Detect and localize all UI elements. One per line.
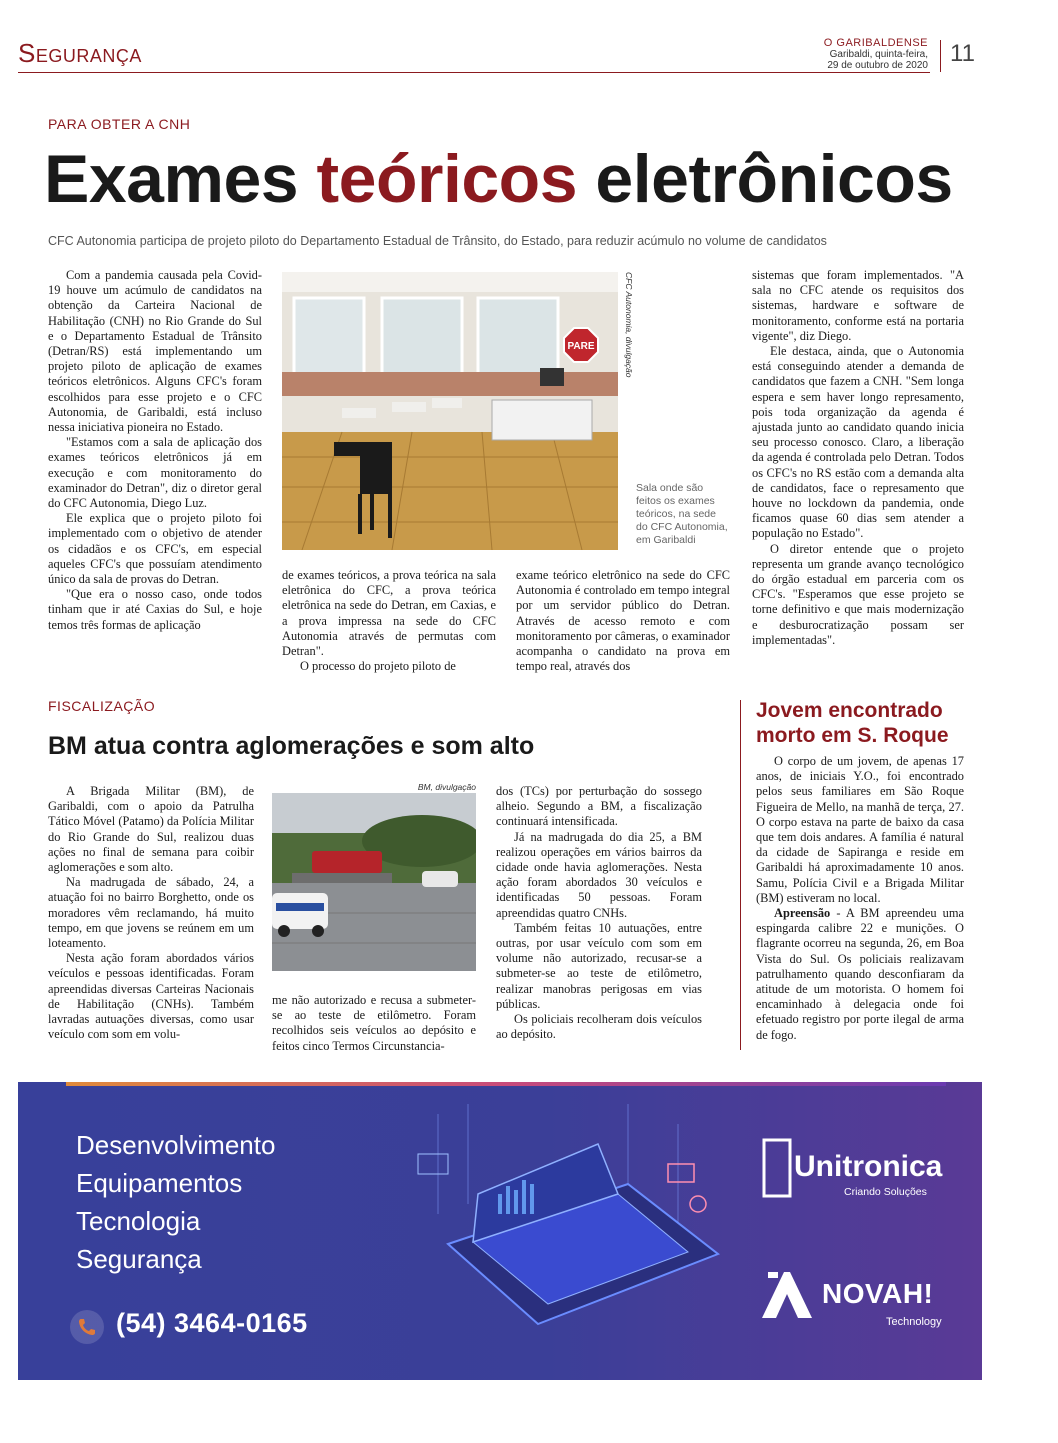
paragraph: O diretor entende que o projeto representa um grande avanço tecnológico do órgão estadual em parceria com os CFC's. "Esperamos que esse projeto se torne definitivo e que mais modernização e desburocratização possam ser implementadas". bbox=[752, 541, 964, 647]
headline-part-3: eletrônicos bbox=[577, 141, 953, 217]
article1-photo-credit bbox=[622, 272, 634, 392]
article1-headline bbox=[44, 138, 953, 220]
headline-accent: teóricos bbox=[316, 141, 578, 217]
paragraph: Na madrugada de sábado, 24, a atuação foi no bairro Borghetto, onde os moradores vêm reclamando, há muito tempo, em que jovens se reúnem em um loteamento. bbox=[48, 875, 254, 951]
date-line-1: Garibaldi, quinta-feira, bbox=[829, 49, 928, 60]
article2-kicker: FISCALIZAÇÃO bbox=[48, 698, 156, 714]
paragraph: O processo do projeto piloto de bbox=[300, 659, 456, 674]
novah-brand: NOVAH! bbox=[822, 1278, 934, 1309]
article1-kicker: PARA OBTER A CNH bbox=[48, 116, 191, 132]
ad-services-list bbox=[76, 1126, 275, 1278]
article1-photo bbox=[282, 272, 618, 550]
paragraph-lead: Apreensão bbox=[774, 906, 831, 921]
article2-column-2 bbox=[272, 993, 476, 1054]
novah-tagline: Technology bbox=[886, 1316, 942, 1328]
paragraph-body: - A BM apreendeu uma espingarda calibre 22 e munições. O flagrante ocorreu na segunda, 26, em Boa Vista do Sul. Os policiais realizavam patrulhamento quando desconfiaram da atitude de um motorista. O homem foi encaminhado à delegacia onde foi efetuado registro por porte ilegal de arma de fogo. bbox=[756, 906, 964, 1042]
paragraph: A Brigada Militar (BM), de Garibaldi, com o apoio da Patrulha Tático Móvel (Patamo) da Polícia Militar do Rio Grande do Sul, realizou duas ações no final de semana para coibir aglomerações e som alto. bbox=[48, 784, 254, 875]
photo-credit-text: CFC Autonomia, divulgação bbox=[624, 272, 634, 378]
page-number: 11 bbox=[950, 40, 975, 67]
paragraph: Nesta ação foram abordados vários veículos e pessoas identificadas. Foram apreendidas diversas Carteiras Nacionais de Habilitação (CNHs). Também lavradas autuações diversas, como usar veículo com som em volu- bbox=[48, 951, 254, 1042]
article3-column bbox=[756, 754, 964, 1043]
article1-photo-caption: Sala onde são feitos os exames teóricos, na sede do CFC Autonomia, em Garibaldi bbox=[636, 482, 728, 546]
article2-photo-credit: BM, divulgação bbox=[417, 782, 476, 792]
paragraph: "Estamos com a sala de aplicação dos exames teóricos eletrônicos já em execução e com monitoramento do examinador do Detran", diz o diretor geral do CFC Autonomia, Diego Luz. bbox=[48, 435, 262, 511]
paragraph: O corpo de um jovem, de apenas 17 anos, de iniciais Y.O., foi encontrado pelos seus familiares em São Roque Figueira de Mello, na manhã de terça, 27. O corpo estava na parte de baixo da casa que tem dois andares. A família é natural da cidade de Sapiranga e reside em Garibaldi há aproximadamente 10 anos. Samu, Polícia Civil e a Brigada Militar (BM) estiveram no local. bbox=[756, 754, 964, 905]
article1-column-3 bbox=[516, 568, 730, 674]
masthead bbox=[824, 38, 928, 71]
classroom-photo-icon bbox=[282, 272, 618, 550]
paragraph: sistemas que foram implementados. "A sala no CFC atende os requisitos dos sistemas, hardware e software de monitoramento, conforme está na portaria vigente", diz Diego. bbox=[752, 268, 964, 343]
section-title: Segurança bbox=[18, 38, 142, 68]
laptop-illustration-icon bbox=[378, 1094, 748, 1374]
paper-name: O GARIBALDENSE bbox=[823, 37, 928, 49]
ad-service: Equipamentos bbox=[76, 1168, 243, 1198]
article3-headline: Jovem encontrado morto em S. Roque bbox=[756, 699, 949, 747]
advertisement-banner[interactable] bbox=[18, 1082, 982, 1380]
paragraph: "Que era o nosso caso, onde todos tinham que ir até Caxias do Sul, e hoje temos três formas de aplicação bbox=[48, 587, 262, 632]
paragraph: Os policiais recolheram dois veículos ao depósito. bbox=[496, 1012, 702, 1042]
phone-icon bbox=[70, 1310, 104, 1344]
article1-subhead: CFC Autonomia participa de projeto piloto do Departamento Estadual de Trânsito, do Estado, para reduzir acúmulo no volume de candidatos bbox=[48, 234, 827, 248]
article2-photo bbox=[272, 793, 476, 971]
ad-service: Tecnologia bbox=[76, 1206, 201, 1236]
page-number-divider bbox=[940, 40, 941, 72]
paragraph bbox=[756, 906, 964, 1043]
unitronica-tagline: Criando Soluções bbox=[844, 1186, 927, 1198]
article1-column-4 bbox=[752, 268, 964, 648]
ad-top-line bbox=[66, 1082, 946, 1086]
article2-column-3 bbox=[496, 784, 702, 1042]
paragraph: Com a pandemia causada pela Covid-19 houve um acúmulo de candidatos na obtenção da Carteira Nacional de Habilitação (CNH) no Rio Grande do Sul e o Departamento Estadual de Trânsito (Detran/RS) está implementando um projeto piloto de aplicação de exames teóricos eletrônicos. Alguns CFC's foram escolhidos para esse projeto e o CFC Autonomia, de Garibaldi, está incluso nessa iniciativa pioneira no Estado. bbox=[48, 268, 262, 435]
article1-column-2 bbox=[282, 568, 496, 674]
paragraph: me não autorizado e recusa a submeter-se ao teste de etilômetro. Foram recolhidos seis veículos ao depósito e feitos cinco Termos Circunstancia- bbox=[272, 993, 476, 1053]
paragraph: Já na madrugada do dia 25, a BM realizou operações em vários bairros da cidade onde havia aglomerações. Nesta ação foram abordados 30 veículos e identificadas 50 pessoas. Foram apreendidas quatro CNHs. bbox=[496, 829, 702, 920]
paragraph: de exames teóricos, a prova teórica na sala eletrônica do CFC, a prova teórica eletrônica na sede do Detran, em Caxias, e a prova impressa na sede do CFC Autonomia através de permutas com Detran". bbox=[282, 568, 496, 659]
police-operation-photo-icon bbox=[272, 793, 476, 971]
headline-part-1: Exames bbox=[44, 141, 317, 217]
unitronica-brand: Unitronica bbox=[794, 1150, 943, 1183]
date-line-2: 29 de outubro de 2020 bbox=[827, 60, 928, 71]
paragraph: Ele explica que o projeto piloto foi implementado com o objetivo de atender os cidadãos e os CFC's, em especial aqueles CFC's que possuíam atendimento único da sala de provas do Detran. bbox=[48, 511, 262, 587]
ad-service: Segurança bbox=[76, 1244, 202, 1274]
ad-phone-number[interactable]: (54) 3464-0165 bbox=[116, 1308, 308, 1338]
article1-column-1 bbox=[48, 268, 262, 633]
novah-logo-icon bbox=[762, 1272, 812, 1318]
header-rule bbox=[18, 72, 930, 73]
sidebar-rule bbox=[740, 700, 741, 1050]
pare-sign-text: PARE bbox=[567, 341, 595, 352]
paragraph: dos (TCs) por perturbação do sossego alheio. Segundo a BM, a fiscalização continuará intensificada. bbox=[496, 784, 702, 829]
paragraph: Ele destaca, ainda, que o Autonomia está conseguindo atender a demanda de candidatos que fazem a CNH. "Sem longa espera e sem haver longo represamento, pois toda organização da agenda é ajustada junto ao candidato quando inicia seu processo conosco. Claro, a liberação da agenda é controlada pelo Detran. Todos os CFC's no RS estão com a demanda alta de candidatos, face o represamento que houve no lockdown da pandemia, onde ficamos quase 60 dias sem atender a população no Estado". bbox=[752, 344, 964, 541]
article2-headline: BM atua contra aglomerações e som alto bbox=[48, 732, 535, 760]
ad-service: Desenvolvimento bbox=[76, 1130, 276, 1160]
paragraph: exame teórico eletrônico na sede do CFC Autonomia é controlado em tempo integral por um servidor público do Detran. Através de acesso remoto e com monitoramento por câmeras, o examinador acompanha o candidato na prova em tempo real, através dos bbox=[516, 568, 730, 674]
paragraph: Também feitas 10 autuações, entre outras, por usar veículo com som em volume não autorizado, recusar-se a submeter-se ao teste de etilômetro, realizar manobras perigosas em vias públicas. bbox=[496, 920, 702, 1011]
article2-column-1 bbox=[48, 784, 254, 1042]
